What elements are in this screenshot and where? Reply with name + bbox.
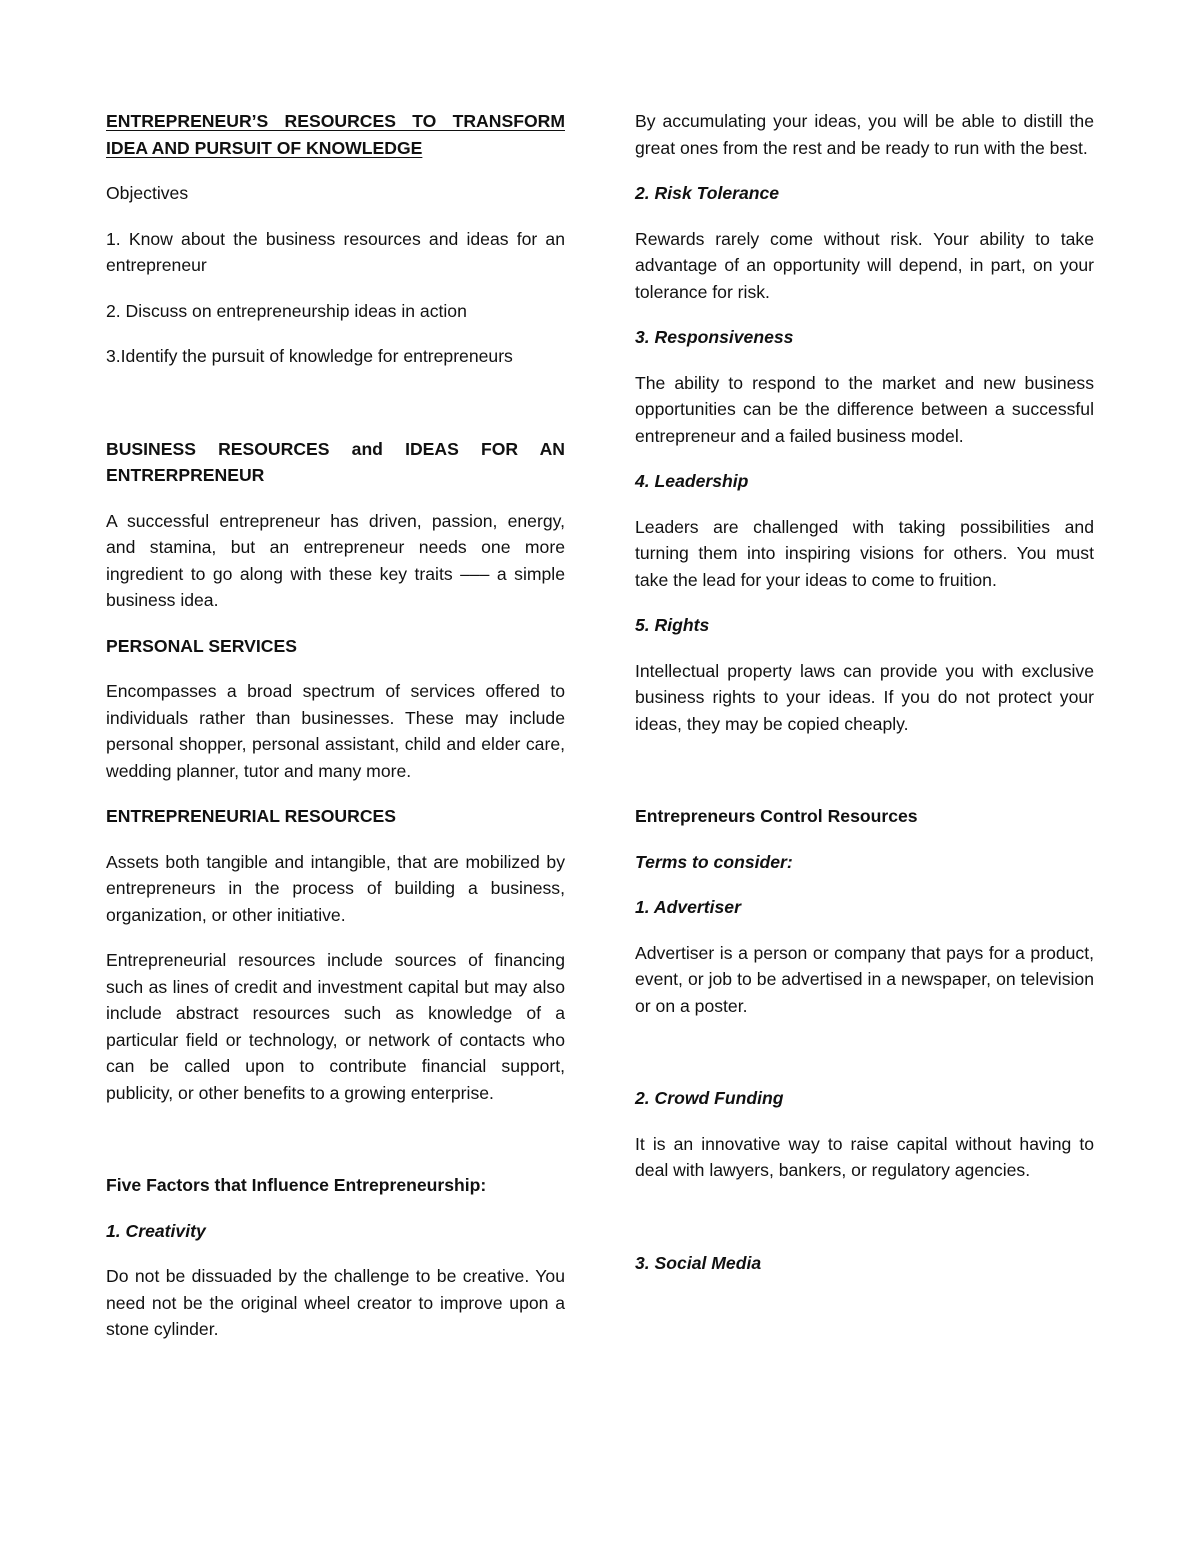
responsiveness-paragraph: The ability to respond to the market and new business opportunities can be the difference between a successful entrepreneur and a failed business model. (635, 372, 1094, 446)
leadership-heading: 4. Leadership (635, 471, 749, 491)
left-column (106, 108, 565, 1343)
creativity-paragraph: Do not be dissuaded by the challenge to be creative. You need not be the original wheel creator to improve upon a stone cylinder. (106, 1266, 565, 1339)
risk-tolerance-heading: 2. Risk Tolerance (635, 183, 780, 203)
crowd-funding-paragraph: It is an innovative way to raise capital without having to deal with lawyers, bankers, or regulatory agencies. (635, 1133, 1094, 1180)
personal-services-heading: PERSONAL SERVICES (106, 635, 297, 656)
crowd-funding-heading: 2. Crowd Funding (635, 1088, 784, 1108)
entrepreneurial-resources-paragraph-1: Assets both tangible and intangible, that are mobilized by entrepreneurs in the process of building a business, organization, or other initiative. (106, 851, 565, 925)
creativity-heading: 1. Creativity (106, 1220, 206, 1241)
document-title: ENTREPRENEUR’S RESOURCES TO TRANSFORM (106, 111, 565, 131)
objectives-heading: Objectives (106, 183, 189, 203)
business-resources-heading: BUSINESS RESOURCES and IDEAS FOR AN ENTRERPRENEUR (106, 438, 565, 485)
leadership-paragraph: Leaders are challenged with taking possibilities and turning them into inspiring visions for others. You must take the lead for your ideas to come to fruition. (635, 516, 1094, 590)
business-resources-paragraph: A successful entrepreneur has driven, passion, energy, and stamina, but an entrepreneur needs one more ingredient to go along with these key traits ––– a simple business idea. (106, 510, 565, 610)
entrepreneurial-resources-paragraph-2: Entrepreneurial resources include sources of financing such as lines of credit and investment capital but may also include abstract resources such as knowledge of a particular field or technology, or network of contacts who can be called upon to contribute financial support, publicity, or other benefits to a growing enterprise. (106, 950, 565, 1103)
responsiveness-heading: 3. Responsiveness (635, 327, 794, 347)
terms-heading: Terms to consider: (635, 851, 793, 872)
objective-item-2: 2. Discuss on entrepreneurship ideas in action (106, 300, 467, 321)
advertiser-paragraph: Advertiser is a person or company that pays for a product, event, or job to be advertised in a newspaper, on television or on a poster. (635, 942, 1094, 1016)
advertiser-heading: 1. Advertiser (635, 897, 741, 917)
personal-services-paragraph: Encompasses a broad spectrum of services offered to individuals rather than businesses. These may include personal shopper, personal assistant, child and elder care, wedding planner, tutor and many more. (106, 681, 565, 781)
entrepreneurial-resources-heading: ENTREPRENEURIAL RESOURCES (106, 806, 397, 826)
document-title-line2: IDEA AND PURSUIT OF KNOWLEDGE (106, 137, 423, 158)
rights-heading: 5. Rights (635, 615, 710, 635)
social-media-heading: 3. Social Media (635, 1252, 762, 1273)
objective-item-1: 1. Know about the business resources and ideas for an entrepreneur (106, 228, 565, 275)
rights-paragraph: Intellectual property laws can provide you with exclusive business rights to your ideas. If you do not protect your ideas, they may be copied cheaply. (635, 660, 1094, 734)
accumulating-ideas-paragraph: By accumulating your ideas, you will be able to distill the great ones from the rest and be ready to run with the best. (635, 111, 1094, 158)
right-column (635, 108, 1094, 1276)
risk-tolerance-paragraph: Rewards rarely come without risk. Your ability to take advantage of an opportunity will depend, in part, on your tolerance for risk. (635, 228, 1094, 302)
five-factors-heading: Five Factors that Influence Entrepreneurship: (106, 1175, 487, 1195)
control-resources-heading: Entrepreneurs Control Resources (635, 806, 918, 826)
objective-item-3: 3.Identify the pursuit of knowledge for entrepreneurs (106, 346, 513, 366)
